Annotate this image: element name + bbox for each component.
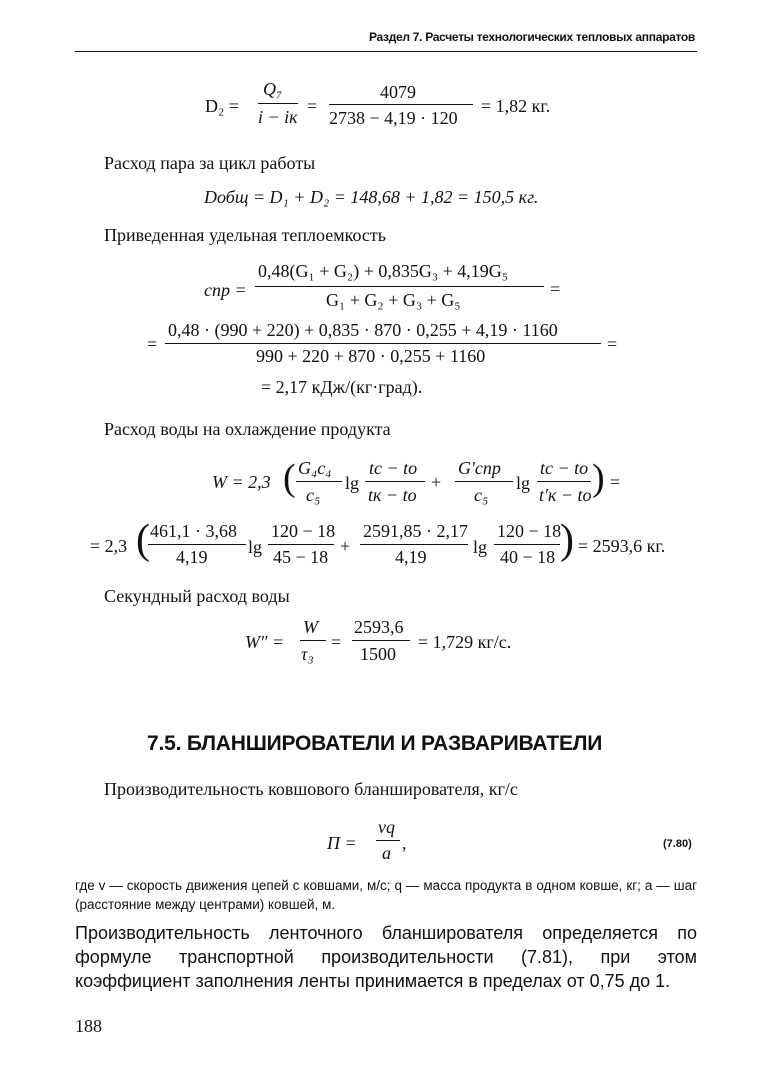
eq-cpr-fracline bbox=[255, 286, 544, 287]
text-specific-heat: Приведенная удельная теплоемкость bbox=[104, 225, 386, 245]
eq-w-g3-line bbox=[360, 544, 468, 545]
eq-wsec-line2 bbox=[352, 640, 410, 641]
eq-cpr-num2: 0,48 · (990 + 220) + 0,835 · 870 · 0,255 + 4,19 · 1160 bbox=[168, 320, 558, 340]
eq-w-g3-num: 2591,85 · 2,17 bbox=[363, 521, 468, 541]
eq-p-comma: , bbox=[402, 833, 407, 853]
eq-w-f3-num: G′cпр bbox=[458, 458, 501, 478]
eq-d2-lhs: D₂ = bbox=[205, 96, 239, 116]
eq-cpr-den: G₁ + G₂ + G₃ + G₅ bbox=[326, 290, 461, 310]
text-water-consumption: Расход воды на охлаждение продукта bbox=[104, 419, 391, 439]
eq-p-line bbox=[376, 840, 400, 841]
eq-w-g4-line bbox=[494, 544, 560, 545]
eq-w-g2-line bbox=[268, 544, 334, 545]
eq-w-g2-den: 45 − 18 bbox=[273, 547, 329, 567]
eq-wsec-den2: 1500 bbox=[360, 644, 396, 664]
eq-d2-fracline2 bbox=[329, 104, 473, 105]
eq-cpr-lead2: = bbox=[147, 334, 158, 354]
eq-w-glg1: lg bbox=[248, 537, 263, 557]
eq-d2-num2: 4079 bbox=[380, 82, 416, 102]
eq-w-glg2: lg bbox=[473, 537, 488, 557]
eq-wsec-num1: W bbox=[303, 617, 318, 637]
eq-d2-num1: Q₇ bbox=[263, 79, 283, 99]
eq-w-result: = 2593,6 кг. bbox=[578, 536, 666, 556]
eq-w-f4-den: t′к − tо bbox=[539, 485, 592, 505]
eq-wsec-num2: 2593,6 bbox=[354, 617, 404, 637]
eq-d2-result: = 1,82 кг. bbox=[481, 96, 551, 116]
eq-d2-den1: i − iк bbox=[258, 107, 298, 127]
eq-w-lg2: lg bbox=[516, 473, 531, 493]
eq-w-f3-line bbox=[455, 481, 513, 482]
eq-w-f1-line bbox=[296, 481, 342, 482]
eq-w-lhs: W = 2,3 bbox=[212, 472, 271, 492]
eq-cpr-lhs: cпр = bbox=[204, 280, 247, 300]
section-title: 7.5. БЛАНШИРОВАТЕЛИ И РАЗВАРИВАТЕЛИ bbox=[147, 732, 603, 755]
eq-w-g2-num: 120 − 18 bbox=[271, 521, 336, 541]
eq-w-f2-den: tк − tо bbox=[368, 485, 417, 505]
eq-w-gplus: + bbox=[340, 536, 351, 556]
page-number: 188 bbox=[75, 1016, 102, 1036]
eq-w-rparen2: ) bbox=[560, 517, 574, 563]
header-rule bbox=[75, 51, 697, 52]
eq-w-g1-line bbox=[148, 544, 246, 545]
text-productivity: Производительность ковшового бланширователя, кг/с bbox=[104, 779, 518, 799]
eq-wsec-eq1: = bbox=[331, 632, 342, 652]
eq-cpr-tail2: = bbox=[607, 334, 618, 354]
eq-cpr-num: 0,48(G₁ + G₂) + 0,835G₃ + 4,19G₅ bbox=[258, 261, 509, 281]
eq-w-lg1: lg bbox=[345, 473, 360, 493]
eq-p-lhs: П = bbox=[327, 833, 357, 853]
eq-cpr-tail: = bbox=[550, 279, 561, 299]
running-header: Раздел 7. Расчеты технологических тепловых аппаратов bbox=[368, 30, 695, 44]
eq-wsec-den1: τ₃ bbox=[301, 644, 314, 664]
eq-w-g1-num: 461,1 · 3,68 bbox=[150, 521, 237, 541]
eq-w-g4-den: 40 − 18 bbox=[500, 547, 556, 567]
eq-d2-fracline1 bbox=[258, 103, 298, 104]
eq-w-f3-den: c₅ bbox=[474, 485, 489, 505]
eq-wsec-result: = 1,729 кг/с. bbox=[418, 632, 512, 652]
eq-w-g4-num: 120 − 18 bbox=[497, 521, 562, 541]
eq-p-den: a bbox=[382, 843, 391, 863]
eq-w-f1-den: c₅ bbox=[306, 485, 321, 505]
eq-cpr-result: = 2,17 кДж/(кг·град). bbox=[261, 377, 423, 397]
paragraph-tape-blancher: Производительность ленточного бланширователя определяется по формуле транспортной производительности (7.81), при этом коэффициент заполнения ленты принимается в пределах от 0,75 до 1. bbox=[75, 923, 697, 991]
eq-d2-eq1: = bbox=[307, 96, 318, 116]
eq-p-num: vq bbox=[378, 817, 395, 837]
eq-w-lparen: ( bbox=[283, 457, 296, 499]
eq-w-f4-num: tс − tо bbox=[540, 458, 589, 478]
eq-w-tail: = bbox=[610, 472, 621, 492]
eq-w-f2-num: tс − tо bbox=[369, 458, 418, 478]
eq-wsec-line1 bbox=[300, 640, 326, 641]
eq-wsec-lhs: W″ = bbox=[245, 632, 285, 652]
equation-number: (7.80) bbox=[663, 838, 692, 850]
eq-cpr-fracline2 bbox=[165, 343, 601, 344]
variables-explanation: где v — скорость движения цепей с ковшами, м/с; q — масса продукта в одном ковше, кг; a — шаг (расстояние между центрами) ковшей, м. bbox=[75, 878, 697, 912]
eq-w-lead2: = 2,3 bbox=[90, 536, 128, 556]
eq-w-lparen2: ( bbox=[136, 517, 150, 563]
eq-w-f4-line bbox=[537, 481, 591, 482]
eq-d2-den2: 2738 − 4,19 · 120 bbox=[329, 108, 458, 128]
eq-w-plus: + bbox=[431, 472, 442, 492]
equation-d-total: Dобщ = D₁ + D₂ = 148,68 + 1,82 = 150,5 кг. bbox=[204, 187, 539, 207]
eq-w-f2-line bbox=[365, 481, 425, 482]
eq-w-g3-den: 4,19 bbox=[395, 547, 427, 567]
eq-w-rparen: ) bbox=[592, 457, 605, 499]
eq-cpr-den2: 990 + 220 + 870 · 0,255 + 1160 bbox=[256, 346, 486, 366]
text-second-consumption: Секундный расход воды bbox=[104, 586, 290, 606]
eq-w-g1-den: 4,19 bbox=[176, 547, 208, 567]
text-steam-consumption: Расход пара за цикл работы bbox=[104, 153, 316, 173]
eq-w-f1-num: G₄c₄ bbox=[298, 458, 332, 478]
